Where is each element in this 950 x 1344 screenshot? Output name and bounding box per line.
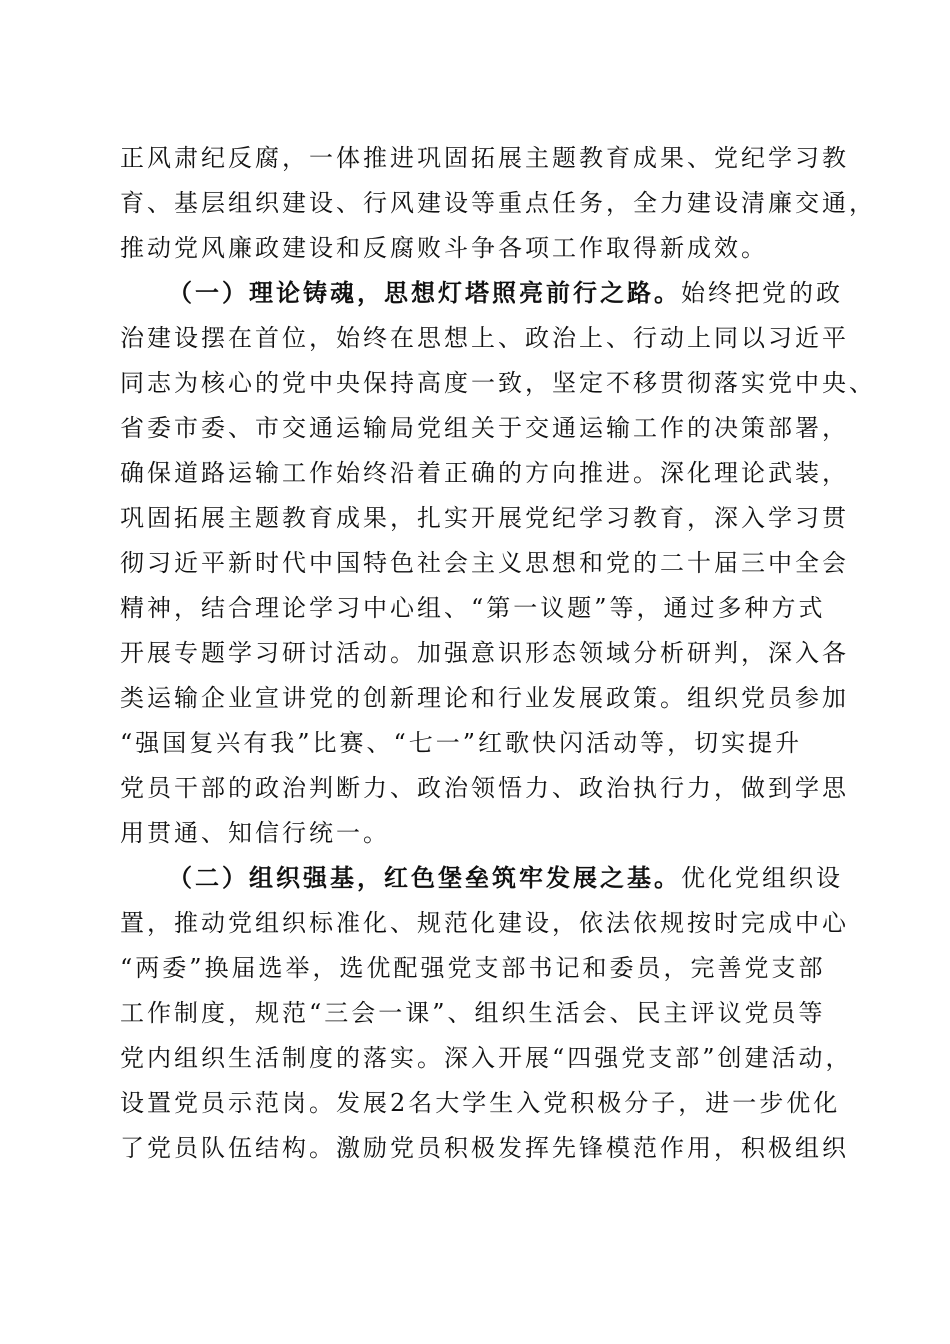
section-1-text: 始终把党的政 xyxy=(681,279,843,307)
section-1-line: 巩固拓展主题教育成果，扎实开展党纪学习教育，深入学习贯 xyxy=(120,504,849,532)
intro-line: 正风肃纪反腐，一体推进巩固拓展主题教育成果、党纪学习教 xyxy=(120,144,849,172)
section-1-first-line xyxy=(168,273,888,313)
intro-line: 育、基层组织建设、行风建设等重点任务，全力建设清廉交通， xyxy=(120,189,876,217)
section-1-line: 确保道路运输工作始终沿着正确的方向推进。深化理论武装， xyxy=(120,459,849,487)
section-1-line: 用贯通、知信行统一。 xyxy=(120,819,390,847)
section-1-line: 同志为核心的党中央保持高度一致，坚定不移贯彻落实党中央、 xyxy=(120,369,876,397)
section-1-line: 省委市委、市交通运输局党组关于交通运输工作的决策部署， xyxy=(120,414,849,442)
section-1-line: 精神，结合理论学习中心组、“第一议题”等，通过多种方式 xyxy=(120,594,826,622)
section-2-heading: （二）组织强基，红色堡垒筑牢发展之基。 xyxy=(168,863,681,892)
section-1-line: 开展专题学习研讨活动。加强意识形态领域分析研判，深入各 xyxy=(120,639,849,667)
section-2-text: 优化党组织设 xyxy=(681,864,843,892)
section-2-line: “两委”换届选举，选优配强党支部书记和委员，完善党支部 xyxy=(120,954,826,982)
section-1-line: 类运输企业宣讲党的创新理论和行业发展政策。组织党员参加 xyxy=(120,684,849,712)
section-1-line: 治建设摆在首位，始终在思想上、政治上、行动上同以习近平 xyxy=(120,324,849,352)
section-1-line: 彻习近平新时代中国特色社会主义思想和党的二十届三中全会 xyxy=(120,549,849,577)
section-2-line: 设置党员示范岗。发展2名大学生入党积极分子，进一步优化 xyxy=(120,1089,841,1117)
section-1-heading: （一）理论铸魂，思想灯塔照亮前行之路。 xyxy=(168,278,681,307)
section-1-line: “强国复兴有我”比赛、“七一”红歌快闪活动等，切实提升 xyxy=(120,729,803,757)
section-2-line: 置，推动党组织标准化、规范化建设，依法依规按时完成中心 xyxy=(120,909,849,937)
section-2-line: 工作制度，规范“三会一课”、组织生活会、民主评议党员等 xyxy=(120,999,826,1027)
intro-line: 推动党风廉政建设和反腐败斗争各项工作取得新成效。 xyxy=(120,234,768,262)
section-1-line: 党员干部的政治判断力、政治领悟力、政治执行力，做到学思 xyxy=(120,774,849,802)
section-2-line: 了党员队伍结构。激励党员积极发挥先锋模范作用，积极组织 xyxy=(120,1134,849,1162)
section-2-line: 党内组织生活制度的落实。深入开展“四强党支部”创建活动， xyxy=(120,1044,853,1072)
section-2-first-line xyxy=(168,858,888,898)
